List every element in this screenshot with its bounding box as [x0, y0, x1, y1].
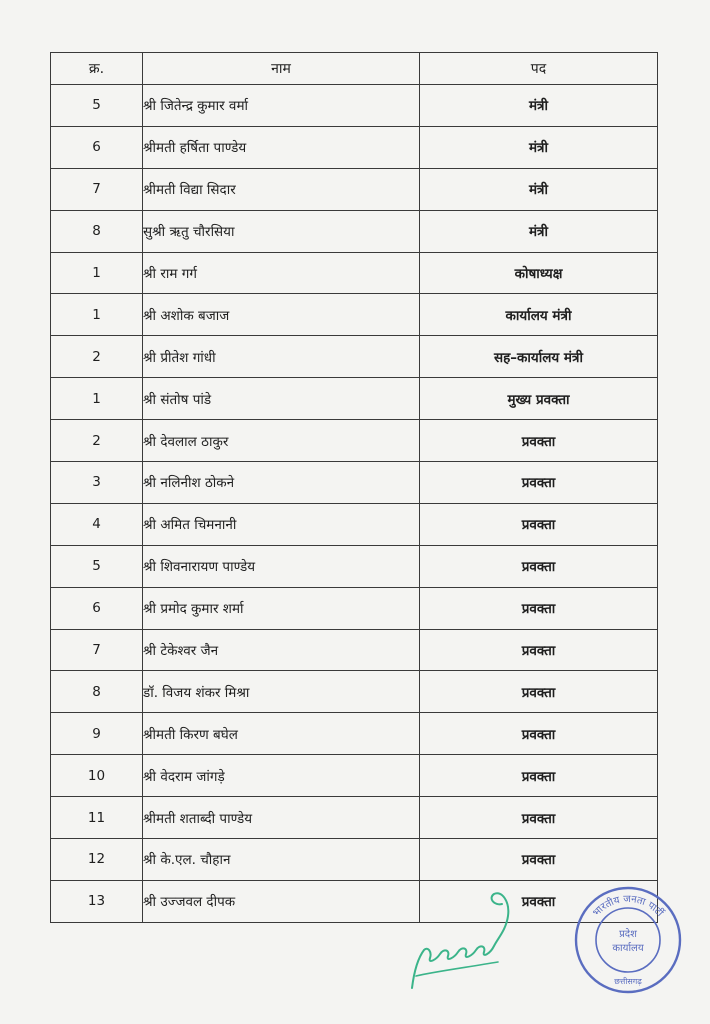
- table-row: [51, 797, 658, 839]
- post-cell: मंत्री: [420, 168, 658, 210]
- table-row: [51, 503, 658, 545]
- post-cell: प्रवक्ता: [420, 503, 658, 545]
- post-cell: प्रवक्ता: [420, 839, 658, 881]
- table-row: [51, 378, 658, 420]
- name-cell: सुश्री ऋतु चौरसिया: [143, 210, 420, 252]
- serial-cell: 1: [51, 294, 143, 336]
- table-row: [51, 294, 658, 336]
- name-cell: श्री संतोष पांडे: [143, 378, 420, 420]
- office-seal: [572, 884, 684, 996]
- serial-cell: 8: [51, 671, 143, 713]
- name-cell: श्री नलिनीश ठोकने: [143, 462, 420, 504]
- post-cell: प्रवक्ता: [420, 462, 658, 504]
- table-row: [51, 839, 658, 881]
- post-cell: मंत्री: [420, 85, 658, 127]
- post-cell: प्रवक्ता: [420, 629, 658, 671]
- table-row: [51, 755, 658, 797]
- name-cell: श्री अमित चिमनानी: [143, 503, 420, 545]
- office-bearers-table: [50, 52, 658, 923]
- serial-cell: 5: [51, 85, 143, 127]
- post-cell: सह–कार्यालय मंत्री: [420, 336, 658, 378]
- name-cell: श्री वेदराम जांगड़े: [143, 755, 420, 797]
- name-cell: श्री प्रीतेश गांधी: [143, 336, 420, 378]
- name-cell: श्री प्रमोद कुमार शर्मा: [143, 587, 420, 629]
- table-row: [51, 85, 658, 127]
- name-header: नाम: [143, 53, 420, 85]
- table-row: [51, 713, 658, 755]
- serial-cell: 8: [51, 210, 143, 252]
- serial-cell: 2: [51, 336, 143, 378]
- name-cell: श्री जितेन्द्र कुमार वर्मा: [143, 85, 420, 127]
- serial-cell: 9: [51, 713, 143, 755]
- post-cell: प्रवक्ता: [420, 587, 658, 629]
- serial-cell: 1: [51, 252, 143, 294]
- seal-outer-text: भारतीय जनता पार्टी: [591, 893, 666, 919]
- post-cell: प्रवक्ता: [420, 755, 658, 797]
- name-cell: श्री देवलाल ठाकुर: [143, 420, 420, 462]
- name-cell: श्री राम गर्ग: [143, 252, 420, 294]
- seal-inner-line1: प्रदेश: [619, 929, 637, 940]
- name-cell: श्री टेकेश्वर जैन: [143, 629, 420, 671]
- name-cell: श्रीमती हर्षिता पाण्डेय: [143, 126, 420, 168]
- post-header: पद: [420, 53, 658, 85]
- post-cell: प्रवक्ता: [420, 880, 658, 922]
- post-cell: कार्यालय मंत्री: [420, 294, 658, 336]
- table-row: [51, 336, 658, 378]
- table-row: [51, 168, 658, 210]
- serial-cell: 3: [51, 462, 143, 504]
- seal-inner-line2: कार्यालय: [612, 943, 644, 954]
- serial-cell: 1: [51, 378, 143, 420]
- serial-cell: 12: [51, 839, 143, 881]
- name-cell: श्रीमती किरण बघेल: [143, 713, 420, 755]
- table-row: [51, 462, 658, 504]
- serial-cell: 5: [51, 545, 143, 587]
- post-cell: प्रवक्ता: [420, 545, 658, 587]
- post-cell: प्रवक्ता: [420, 671, 658, 713]
- table-row: [51, 252, 658, 294]
- name-cell: श्री अशोक बजाज: [143, 294, 420, 336]
- table-row: [51, 587, 658, 629]
- serial-cell: 2: [51, 420, 143, 462]
- post-cell: प्रवक्ता: [420, 797, 658, 839]
- name-cell: श्री शिवनारायण पाण्डेय: [143, 545, 420, 587]
- name-cell: श्रीमती शताब्दी पाण्डेय: [143, 797, 420, 839]
- post-cell: कोषाध्यक्ष: [420, 252, 658, 294]
- serial-cell: 4: [51, 503, 143, 545]
- post-cell: प्रवक्ता: [420, 713, 658, 755]
- post-cell: मुख्य प्रवक्ता: [420, 378, 658, 420]
- serial-cell: 6: [51, 126, 143, 168]
- table-row: [51, 880, 658, 922]
- table-row: [51, 210, 658, 252]
- post-cell: मंत्री: [420, 210, 658, 252]
- table-row: [51, 545, 658, 587]
- name-cell: डॉ. विजय शंकर मिश्रा: [143, 671, 420, 713]
- seal-bottom-text: छत्तीसगढ़: [614, 977, 642, 986]
- post-cell: मंत्री: [420, 126, 658, 168]
- serial-cell: 11: [51, 797, 143, 839]
- table-row: [51, 629, 658, 671]
- serial-header: क्र.: [51, 53, 143, 85]
- serial-cell: 10: [51, 755, 143, 797]
- table-header-row: [51, 53, 658, 85]
- table-row: [51, 671, 658, 713]
- table-row: [51, 126, 658, 168]
- signature-mark: [402, 876, 522, 996]
- name-cell: श्रीमती विद्या सिदार: [143, 168, 420, 210]
- serial-cell: 7: [51, 629, 143, 671]
- post-cell: प्रवक्ता: [420, 420, 658, 462]
- serial-cell: 6: [51, 587, 143, 629]
- name-cell: श्री उज्जवल दीपक: [143, 880, 420, 922]
- table-row: [51, 420, 658, 462]
- serial-cell: 7: [51, 168, 143, 210]
- serial-cell: 13: [51, 880, 143, 922]
- name-cell: श्री के.एल. चौहान: [143, 839, 420, 881]
